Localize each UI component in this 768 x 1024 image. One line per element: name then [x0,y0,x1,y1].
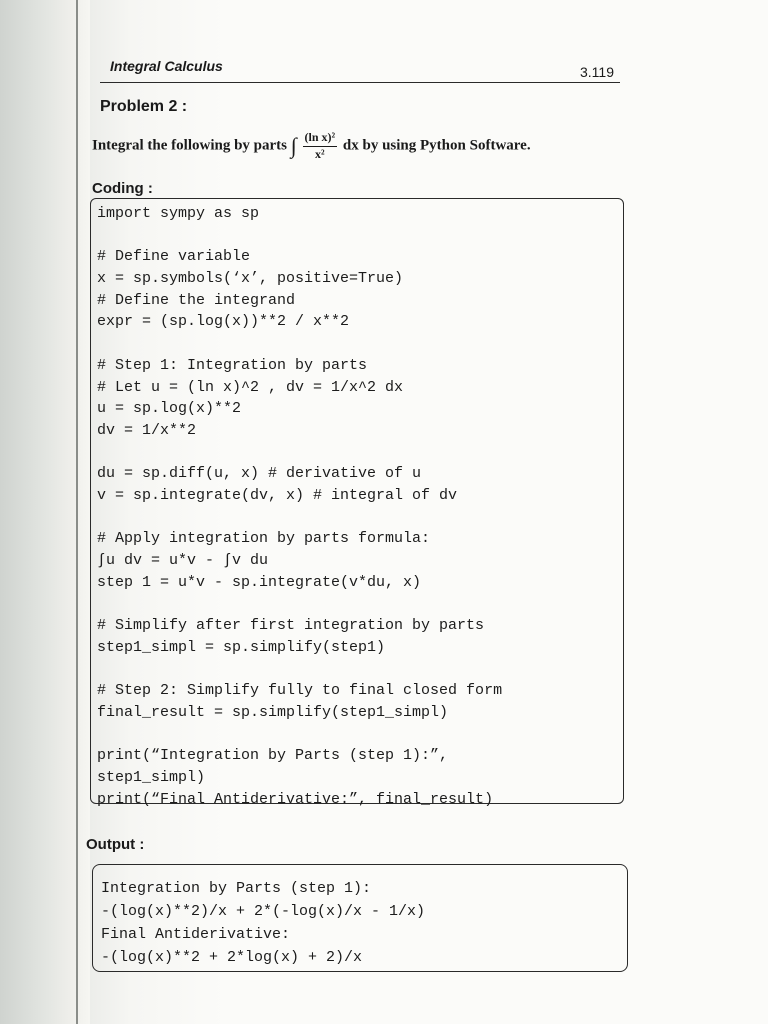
output-label: Output : [86,836,145,853]
code-line [97,724,623,746]
page-number: 3.119 [580,64,614,80]
problem-prefix: Integral the following by parts [92,137,287,154]
code-line: # Apply integration by parts formula: [97,530,431,548]
output-block [92,864,628,972]
code-line: x = sp.symbols(‘x’, positive=True) [97,270,404,288]
code-line: print(“Integration by Parts (step 1):”, [97,747,449,765]
code-line [97,333,623,355]
code-line [97,442,623,464]
book-spine [76,0,78,1024]
code-line: # Define the integrand [97,291,296,309]
code-line: # Let u = (ln x)^2 , dv = 1/x^2 dx [97,378,404,396]
integrand-numerator: (ln x)² [303,130,338,147]
code-line: final_result = sp.simplify(step1_simpl) [97,703,449,721]
code-line: # Define variable [97,248,251,266]
integrand-denominator: x² [315,146,325,161]
code-line: import sympy as sp [97,205,260,222]
integrand-fraction [303,130,338,162]
book-left-margin [0,0,92,1024]
code-line: step1_simpl) [97,768,206,786]
code-line: u = sp.log(x)**2 [97,400,242,418]
code-line: # Step 2: Simplify fully to final closed form [97,682,503,700]
code-line [97,658,623,680]
code-line: # Simplify after first integration by parts [97,617,485,635]
differential: dx [342,137,359,154]
code-line: # Step 1: Integration by parts [97,356,368,374]
code-line [97,593,623,615]
output-line: Integration by Parts (step 1): [101,880,372,897]
code-line: du = sp.diff(u, x) # derivative of u [97,465,422,483]
problem-suffix: by using Python Software. [362,137,531,154]
code-line [97,507,623,529]
code-line [97,225,623,247]
code-line: print(“Final Antiderivative:”, final_result) [97,790,494,808]
code-line: step1_simpl = sp.simplify(step1) [97,638,386,656]
integral-sign: ∫ [290,132,297,158]
code-line: v = sp.integrate(dv, x) # integral of dv [97,486,458,504]
code-line: ∫u dv = u*v - ∫v du [97,552,269,569]
code-line: step 1 = u*v - sp.integrate(v*du, x) [97,573,422,591]
problem-statement [92,130,632,162]
output-line: -(log(x)**2)/x + 2*(-log(x)/x - 1/x) [101,903,426,920]
output-line: -(log(x)**2 + 2*log(x) + 2)/x [101,949,363,966]
code-block [90,198,624,808]
code-line: dv = 1/x**2 [97,421,197,439]
running-head: Integral Calculus [110,58,223,74]
problem-label: Problem 2 : [100,98,188,115]
page-header [100,56,620,83]
code-line: expr = (sp.log(x))**2 / x**2 [97,313,350,331]
coding-label: Coding : [92,180,153,197]
output-line: Final Antiderivative: [101,926,291,943]
